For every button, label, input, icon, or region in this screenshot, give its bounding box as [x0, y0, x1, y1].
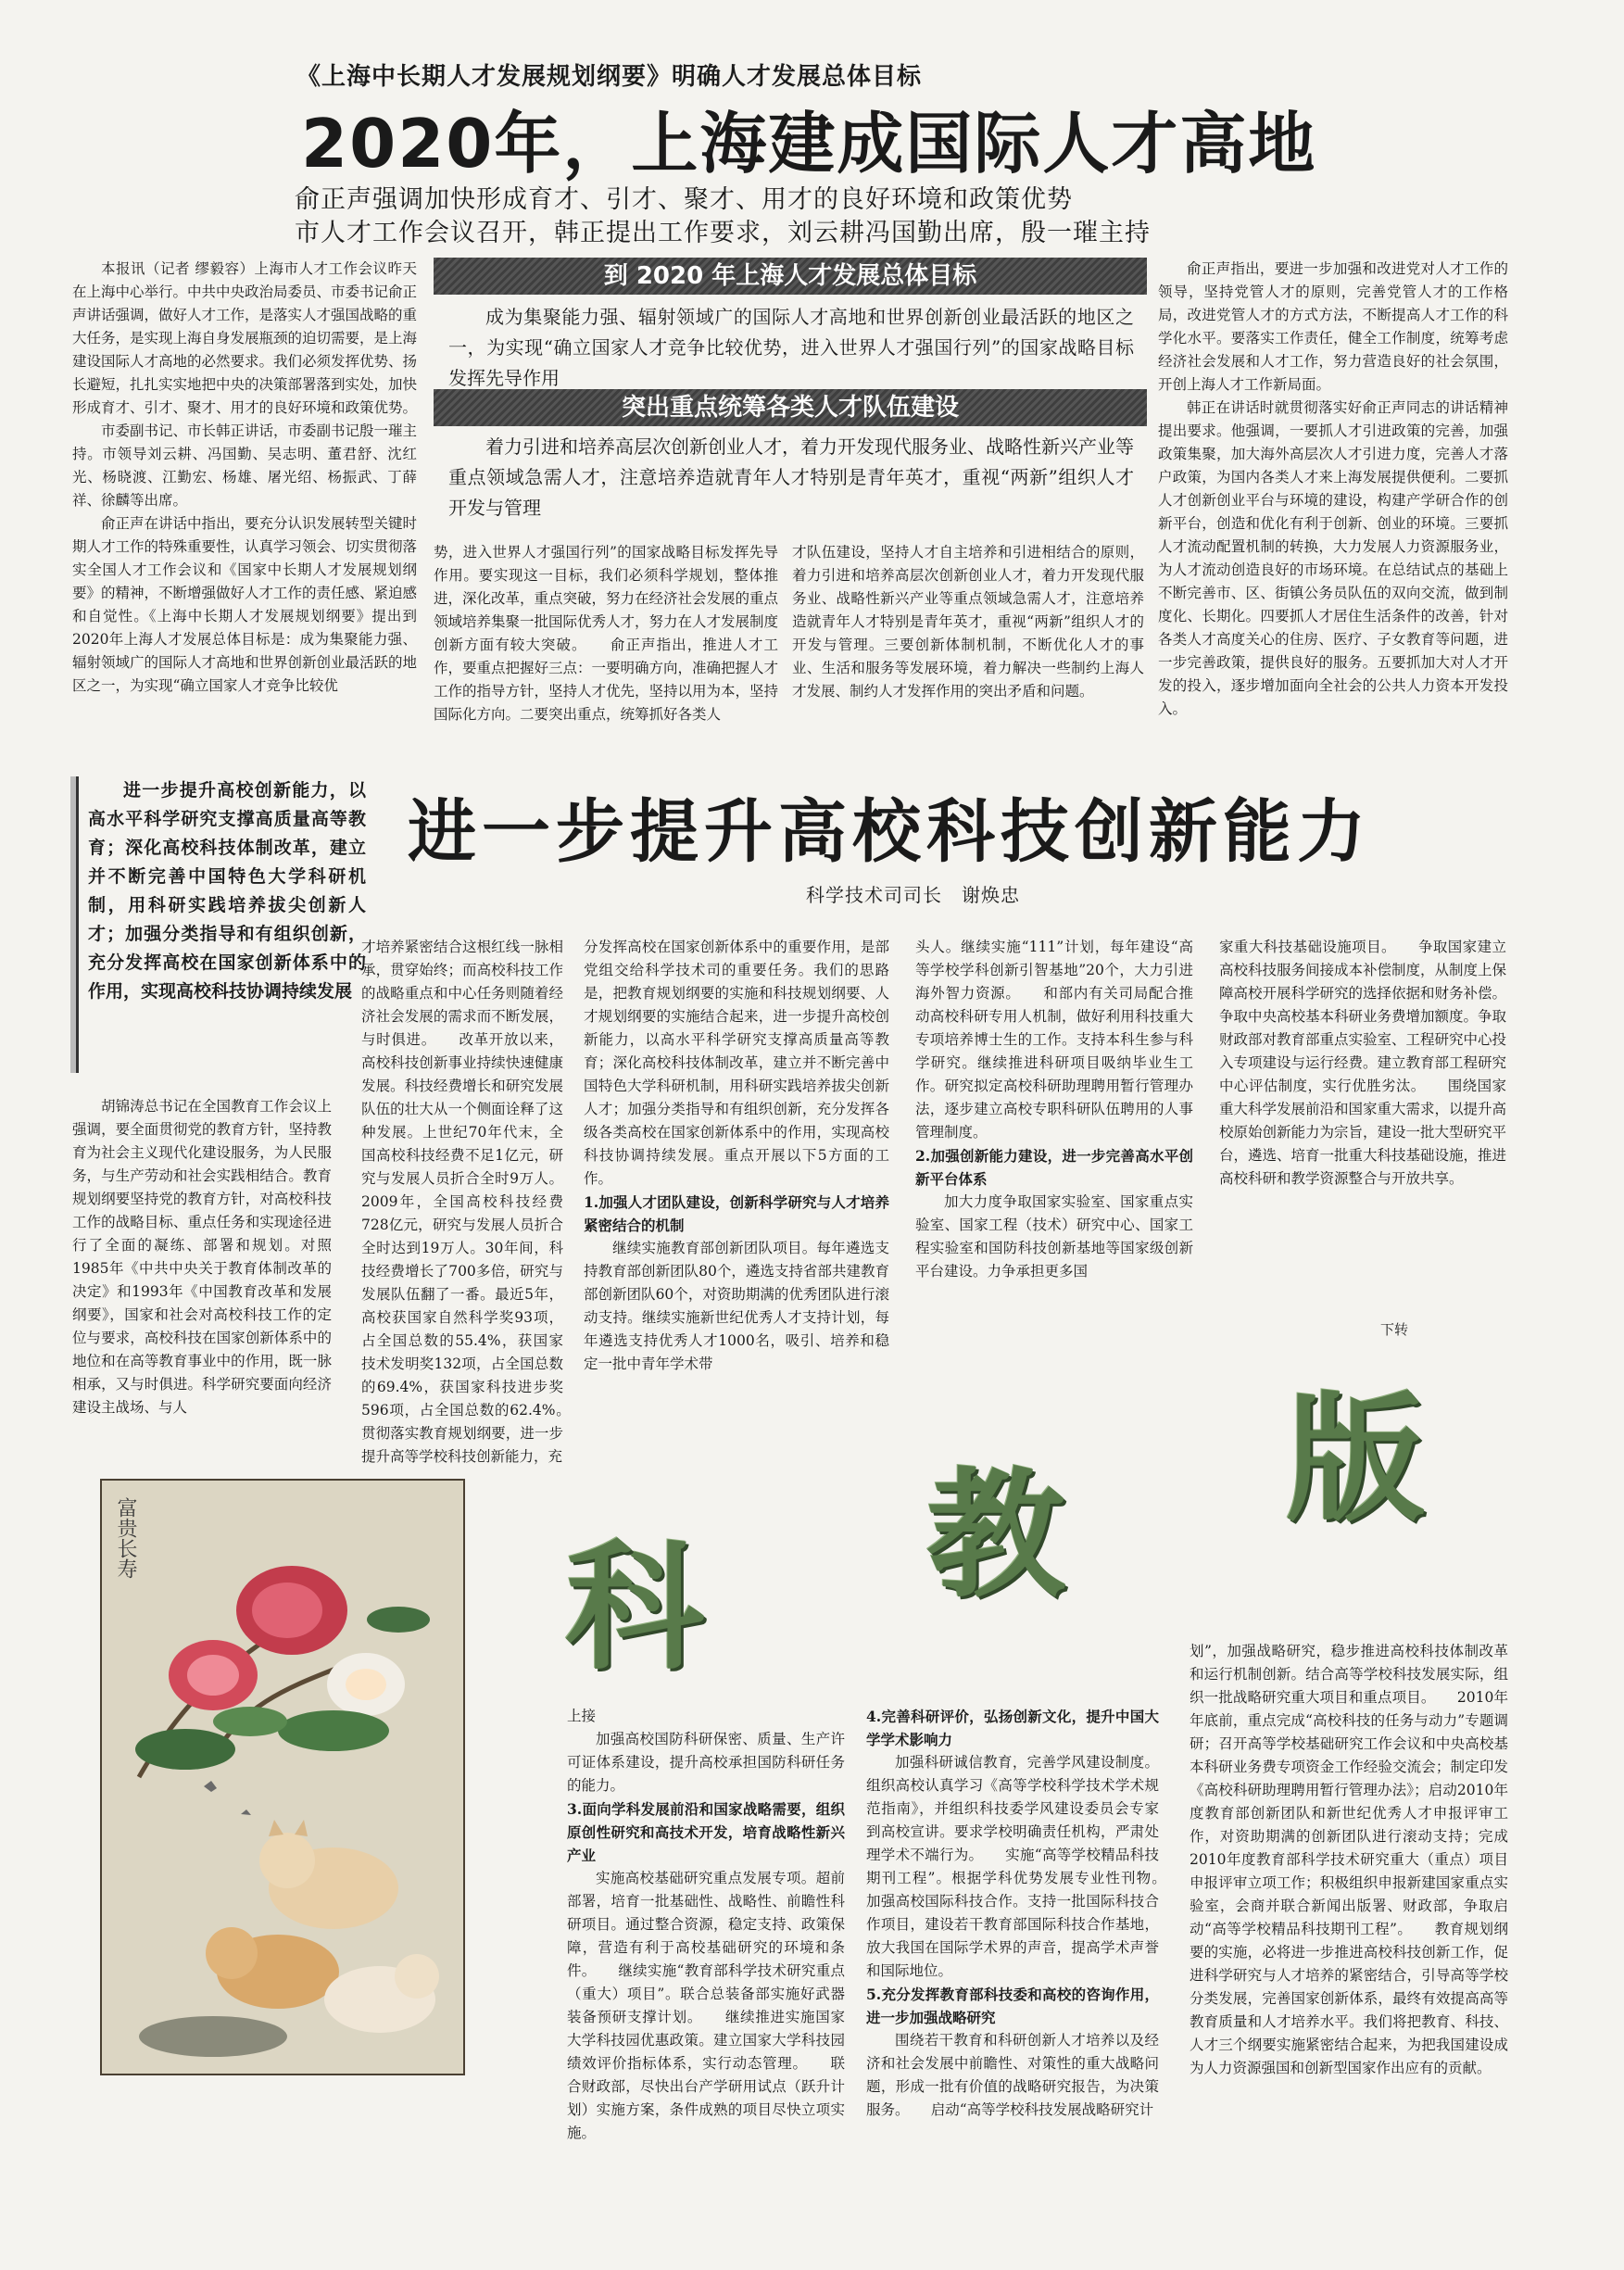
- article2-para: 才培养紧密结合这根红线一脉相承，贯穿始终；而高校科技工作的战略重点和中心任务则随着经济社会发展的需求而不断发展，与时俱进。 改革开放以来，高校科技创新事业持续快速健康发展。科技经费增长和研究发展队伍的壮大从一个侧面诠释了这种发展。上世纪70年代末，全国高校科技经费不足1亿元，研究与发展人员折合全时9万人。2009年，全国高校科技经费728亿元，研究与发展人员折合全时达到19万人。30年间，科技经费增长了700多倍，研究与发展队伍翻了一番。最近5年，高校获国家自然科学奖93项，占全国总数的55.4%，获国家技术发明奖132项，占全国总数的69.4%，获国家科技进步奖596项，占全国总数的62.4%。 贯彻落实教育规划纲要，进一步提升高等学校科技创新能力，充: [361, 939, 593, 1465]
- banner-overall-goal: 到 2020 年上海人才发展总体目标: [434, 258, 1147, 295]
- article1-para: 才队伍建设，坚持人才自主培养和引进相结合的原则，着力引进和培养高层次创新创业人才，着力开发现代服务业、战略性新兴产业等重点领域急需人才，注意培养造就青年人才特别是青年英才，重视“两新”组织人才的开发与管理。三要创新体制机制，不断优化人才的事业、生活和服务等发展环境，着力解决一些制约上海人才发展、制约人才发挥作用的突出矛盾和问题。: [792, 544, 1144, 700]
- article1-col-right: [1158, 258, 1508, 732]
- article2-para: 胡锦涛总书记在全国教育工作会议上强调，要全面贯彻党的教育方针，坚持教育为社会主义现代化建设服务，为人民服务，与生产劳动和社会实践相结合。教育规划纲要坚持党的教育方针，对高校科技工作的战略目标、重点任务和实现途径进行了全面的凝练、部署和规划。对照1985年《中共中央关于教育体制改革的决定》和1993年《中国教育改革和发展纲要》，国家和社会对高校科技工作的定位与要求，高校科技在国家创新体系中的地位和在高等教育事业中的作用，既一脉相承，又与时俱进。科学研究要面向经济建设主战场、与人: [72, 1098, 332, 1416]
- article1-col-left: [72, 258, 417, 732]
- lead-overall-goal: 成为集聚能力强、辐射领域广的国际人才高地和世界创新创业最活跃的地区之一，为实现“确立国家人才竞争比较优势，进入世界人才强国行列”的国家战略目标发挥先导作用: [448, 306, 1134, 389]
- continued-subhead: 3.面向学科发展前沿和国家战略需要，组织原创性研究和高技术开发，培育战略性新兴产业: [567, 1800, 845, 1864]
- section-label-ban: 版: [1286, 1378, 1426, 1541]
- article1-para: 势，进入世界人才强国行列”的国家战略目标发挥先导作用。要实现这一目标，我们必须科学规划，整体推进，深化改革，重点突破，努力在经济社会发展的重点领域培养集聚一批国际优秀人才，努力在人才发展制度创新方面有较大突破。 俞正声指出，推进人才工作，要重点把握好三点：一要明确方向，准确把握人才工作的指导方针，坚持人才优先，坚持以用为本，坚持国际化方向。二要突出重点，统筹抓好各类人: [434, 544, 779, 723]
- lead-key-talents: 着力引进和培养高层次创新创业人才，着力开发现代服务业、战略性新兴产业等重点领域急需人才，注意培养造就青年人才特别是青年英才，重视“两新”组织人才开发与管理: [448, 435, 1134, 519]
- article1-subtitle-2: 市人才工作会议召开，韩正提出工作要求，刘云耕冯国勤出席，殷一璀主持: [295, 219, 1151, 247]
- article2-para: 加大力度争取国家实验室、国家重点实验室、国家工程（技术）研究中心、国家工程实验室和国防科技创新基地等国家级创新平台建设。力争承担更多国: [915, 1193, 1193, 1280]
- continued-para: 加强高校国防科研保密、质量、生产许可证体系建设，提升高校承担国防科研任务的能力。: [567, 1731, 845, 1794]
- article2-para: 分发挥高校在国家创新体系中的重要作用，是部党组交给科学技术司的重要任务。我们的思路是，把教育规划纲要的实施和科技规划纲要、人才规划纲要的实施结合起来，进一步提升高校创新能力，以高水平科学研究支撑高质量高等教育；深化高校科技体制改革，建立并不断完善中国特色大学科研机制，用科研实践培养拔尖创新人才；加强分类指导和有组织创新，充分发挥各级各类高校在国家创新体系中的作用，实现高校科技协调持续发展。重点开展以下5方面的工作。: [584, 939, 889, 1187]
- article1-para: 韩正在讲话时就贯彻落实好俞正声同志的讲话精神提出要求。他强调，一要抓人才引进政策的完善，加强政策集聚，加大海外高层次人才引进力度，完善人才落户政策，为国内各类人才来上海发展提供便利。二要抓人才创新创业平台与环境的建设，构建产学研合作的创新平台，创造和优化有利于创新、创业的环境。三要抓人才流动配置机制的转换，大力发展人力资源服务业，为人才流动创造良好的市场环境。在总结试点的基础上不断完善市、区、街镇公务员队伍的双向交流，做到制度化、长期化。四要抓人才居住生活条件的改善，针对各类人才高度关心的住房、医疗、子女教育等问题，进一步完善政策，提供良好的服务。五要抓加大对人才开发的投入，逐步增加面向全社会的公共人力资本开发投入。: [1158, 399, 1508, 717]
- article1-col-mid-2: [792, 541, 1144, 732]
- article2-para: 头人。继续实施“111”计划，每年建设“高等学校学科创新引智基地”20个，大力引进海外智力资源。 和部内有关司局配合推动高校科研专用人机制，做好利用科技重大专项培养博士生的工作。支持本科生参与科学研究。继续推进科研项目吸纳毕业生工作。研究拟定高校科研助理聘用暂行管理办法，逐步建立高校专职科研队伍聘用的人事管理制度。: [915, 939, 1193, 1141]
- continued-subhead: 5.充分发挥教育部科技委和高校的咨询作用，进一步加强战略研究: [866, 1986, 1159, 2026]
- article2-col-4: [915, 936, 1193, 1353]
- continued-header: 上接: [567, 1708, 597, 1724]
- article1-para: 本报讯（记者 缪毅容）上海市人才工作会议昨天在上海中心举行。中共中央政治局委员、市委书记俞正声讲话强调，做好人才工作，是落实人才强国战略的重大任务，是实现上海自身发展瓶颈的迫切需要，是上海建设国际人才高地的必然要求。我们必须发挥优势、扬长避短，扎扎实实地把中央的决策部署落到实处，加快形成育才、引才、聚才、用才的良好环境和政策优势。: [72, 260, 418, 416]
- article1-subtitle-1: 俞正声强调加快形成育才、引才、聚才、用才的良好环境和政策优势: [295, 185, 1073, 214]
- article1-col-mid-1: [434, 541, 778, 732]
- continued-para: 实施高校基础研究重点发展专项。超前部署，培育一批基础性、战略性、前瞻性科研项目。通过整合资源，稳定支持、政策保障，营造有利于高校基础研究的环境和条件。 继续实施“教育部科学技术研究重点（重大）项目”。联合总装备部实施好武器装备预研支撑计划。 继续推进实施国家大学科技园优惠政策。建立国家大学科技园绩效评价指标体系，实行动态管理。 联合财政部，尽快出台产学研用试点（跃升计划）实施方案，条件成熟的项目尽快立项实施。: [567, 1870, 845, 2141]
- article2-pullquote: 进一步提升高校创新能力，以高水平科学研究支撑高质量高等教育；深化高校科技体制改革，建立并不断完善中国特色大学科研机制，用科研实践培养拔尖创新人才；加强分类指导和有组织创新，充分发挥高校在国家创新体系中的作用，实现高校科技协调持续发展: [76, 776, 366, 1073]
- painting-peony-cats: [100, 1479, 465, 2075]
- continued-note: 下转: [1380, 1321, 1409, 1338]
- article1-kicker: 《上海中长期人才发展规划纲要》明确人才发展总体目标: [296, 63, 923, 91]
- continued-col-1: [567, 1705, 845, 2242]
- article2-title: 进一步提升高校科技创新能力: [408, 792, 1371, 872]
- continued-col-2: [866, 1705, 1189, 2242]
- continued-para: 划”，加强战略研究，稳步推进高校科技体制改革和运行机制创新。结合高等学校科技发展实际，组织一批战略研究重大项目和重点项目。 2010年年底前，重点完成“高校科技的任务与动力”专题调研；召开高等学校基础研究工作会议和中央高校基本科研业务费专项资金工作经验交流会；制定印发《高校科研助理聘用暂行管理办法》；启动2010年度教育部创新团队和新世纪优秀人才申报评审工作，对资助期满的创新团队进行滚动支持；完成2010年度教育部科学技术研究重大（重点）项目申报评审立项工作；积极组织申报新建国家重点实验室，会商并联合新闻出版署、财政部，争取启动“高等学校精品科技期刊工程”。 教育规划纲要的实施，必将进一步推进高校科技创新工作，促进科学研究与人才培养的紧密结合，引导高等学校分类发展，完善国家创新体系，最终有效提高高等教育质量和人才培养水平。我们将把教育、科技、人才三个纲要实施紧密结合起来，为把我国建设成为人力资源强国和创新型国家作出应有的贡献。: [1190, 1643, 1508, 2076]
- article1-para: 俞正声指出，要进一步加强和改进党对人才工作的领导，坚持党管人才的原则，完善党管人才的工作格局，改进党管人才的方式方法，不断提高人才工作的科学化水平。要落实工作责任，健全工作制度，统筹考虑经济社会发展和人才工作，努力营造良好的社会氛围，开创上海人才工作新局面。: [1158, 260, 1508, 393]
- article1-title: 2020年，上海建成国际人才高地: [301, 105, 1317, 183]
- article1-para: 市委副书记、市长韩正讲话，市委副书记殷一璀主持。市领导刘云耕、冯国勤、吴志明、董君舒、沈红光、杨晓渡、江勤宏、杨雄、屠光绍、杨振武、丁薛祥、徐麟等出席。: [72, 422, 418, 509]
- article2-para: 继续实施教育部创新团队项目。每年遴选支持教育部创新团队80个，遴选支持省部共建教育部创新团队60个，对资助期满的优秀团队进行滚动支持。继续实施新世纪优秀人才支持计划，每年遴选支持优秀人才1000名，吸引、培养和稳定一批中青年学术带: [584, 1240, 889, 1372]
- continued-para: 围绕若干教育和科研创新人才培养以及经济和社会发展中前瞻性、对策性的重大战略问题，形成一批有价值的战略研究报告，为决策服务。 启动“高等学校科技发展战略研究计: [866, 2032, 1159, 2118]
- article2-subhead: 1.加强人才团队建设，创新科学研究与人才培养紧密结合的机制: [584, 1193, 889, 1234]
- painting-inscription: 富贵长寿: [114, 1497, 137, 1579]
- painting-illustration: [102, 1481, 463, 2074]
- banner-key-talents: 突出重点统筹各类人才队伍建设: [434, 389, 1147, 426]
- continued-subhead: 4.完善科研评价，弘扬创新文化，提升中国大学学术影响力: [866, 1708, 1159, 1748]
- article1-para: 俞正声在讲话中指出，要充分认识发展转型关键时期人才工作的特殊重要性，认真学习领会、切实贯彻落实全国人才工作会议和《国家中长期人才发展规划纲要》的精神，不断增强做好人才工作的责任感、紧迫感和自觉性。《上海中长期人才发展规划纲要》提出到2020年上海人才发展总体目标是：成为集聚能力强、辐射领域广的国际人才高地和世界创新创业最活跃的地区之一，为实现“确立国家人才竞争比较优: [72, 515, 418, 694]
- article2-col-5: [1219, 936, 1506, 1343]
- article2-para: 家重大科技基础设施项目。 争取国家建立高校科技服务间接成本补偿制度，从制度上保障高校开展科学研究的选择依据和财务补偿。争取中央高校基本科研业务费增加额度。争取财政部对教育部重点实验室、工程研究中心投入专项建设与运行经费。建立教育部工程研究中心评估制度，实行优胜劣汰。 围绕国家重大科学发展前沿和国家重大需求，以提升高校原始创新能力为宗旨，建设一批大型研究平台，遴选、培育一批重大科技基础设施，推进高校科研和教学资源整合与开放共享。: [1219, 939, 1507, 1187]
- section-label-jiao: 教: [926, 1454, 1066, 1617]
- article2-subhead: 2.加强创新能力建设，进一步完善高水平创新平台体系: [915, 1147, 1193, 1188]
- continued-col-3: [1190, 1640, 1508, 2242]
- continued-para: 加强科研诚信教育，完善学风建设制度。组织高校认真学习《高等学校科学技术学术规范指南》，并组织科技委学风建设委员会专家到高校宣讲。要求学校明确责任机构，严肃处理学术不端行为。 实施“高等学校精品科技期刊工程”。根据学科优势发展专业性刊物。 加强高校国际科技合作。支持一批国际科技合作项目，建设若干教育部国际科技合作基地，放大我国在国际学术界的声音，提高学术声誉和国际地位。: [866, 1754, 1189, 1979]
- section-label-ke: 科: [565, 1526, 705, 1689]
- article2-byline: 科学技术司司长 谢焕忠: [806, 884, 1020, 906]
